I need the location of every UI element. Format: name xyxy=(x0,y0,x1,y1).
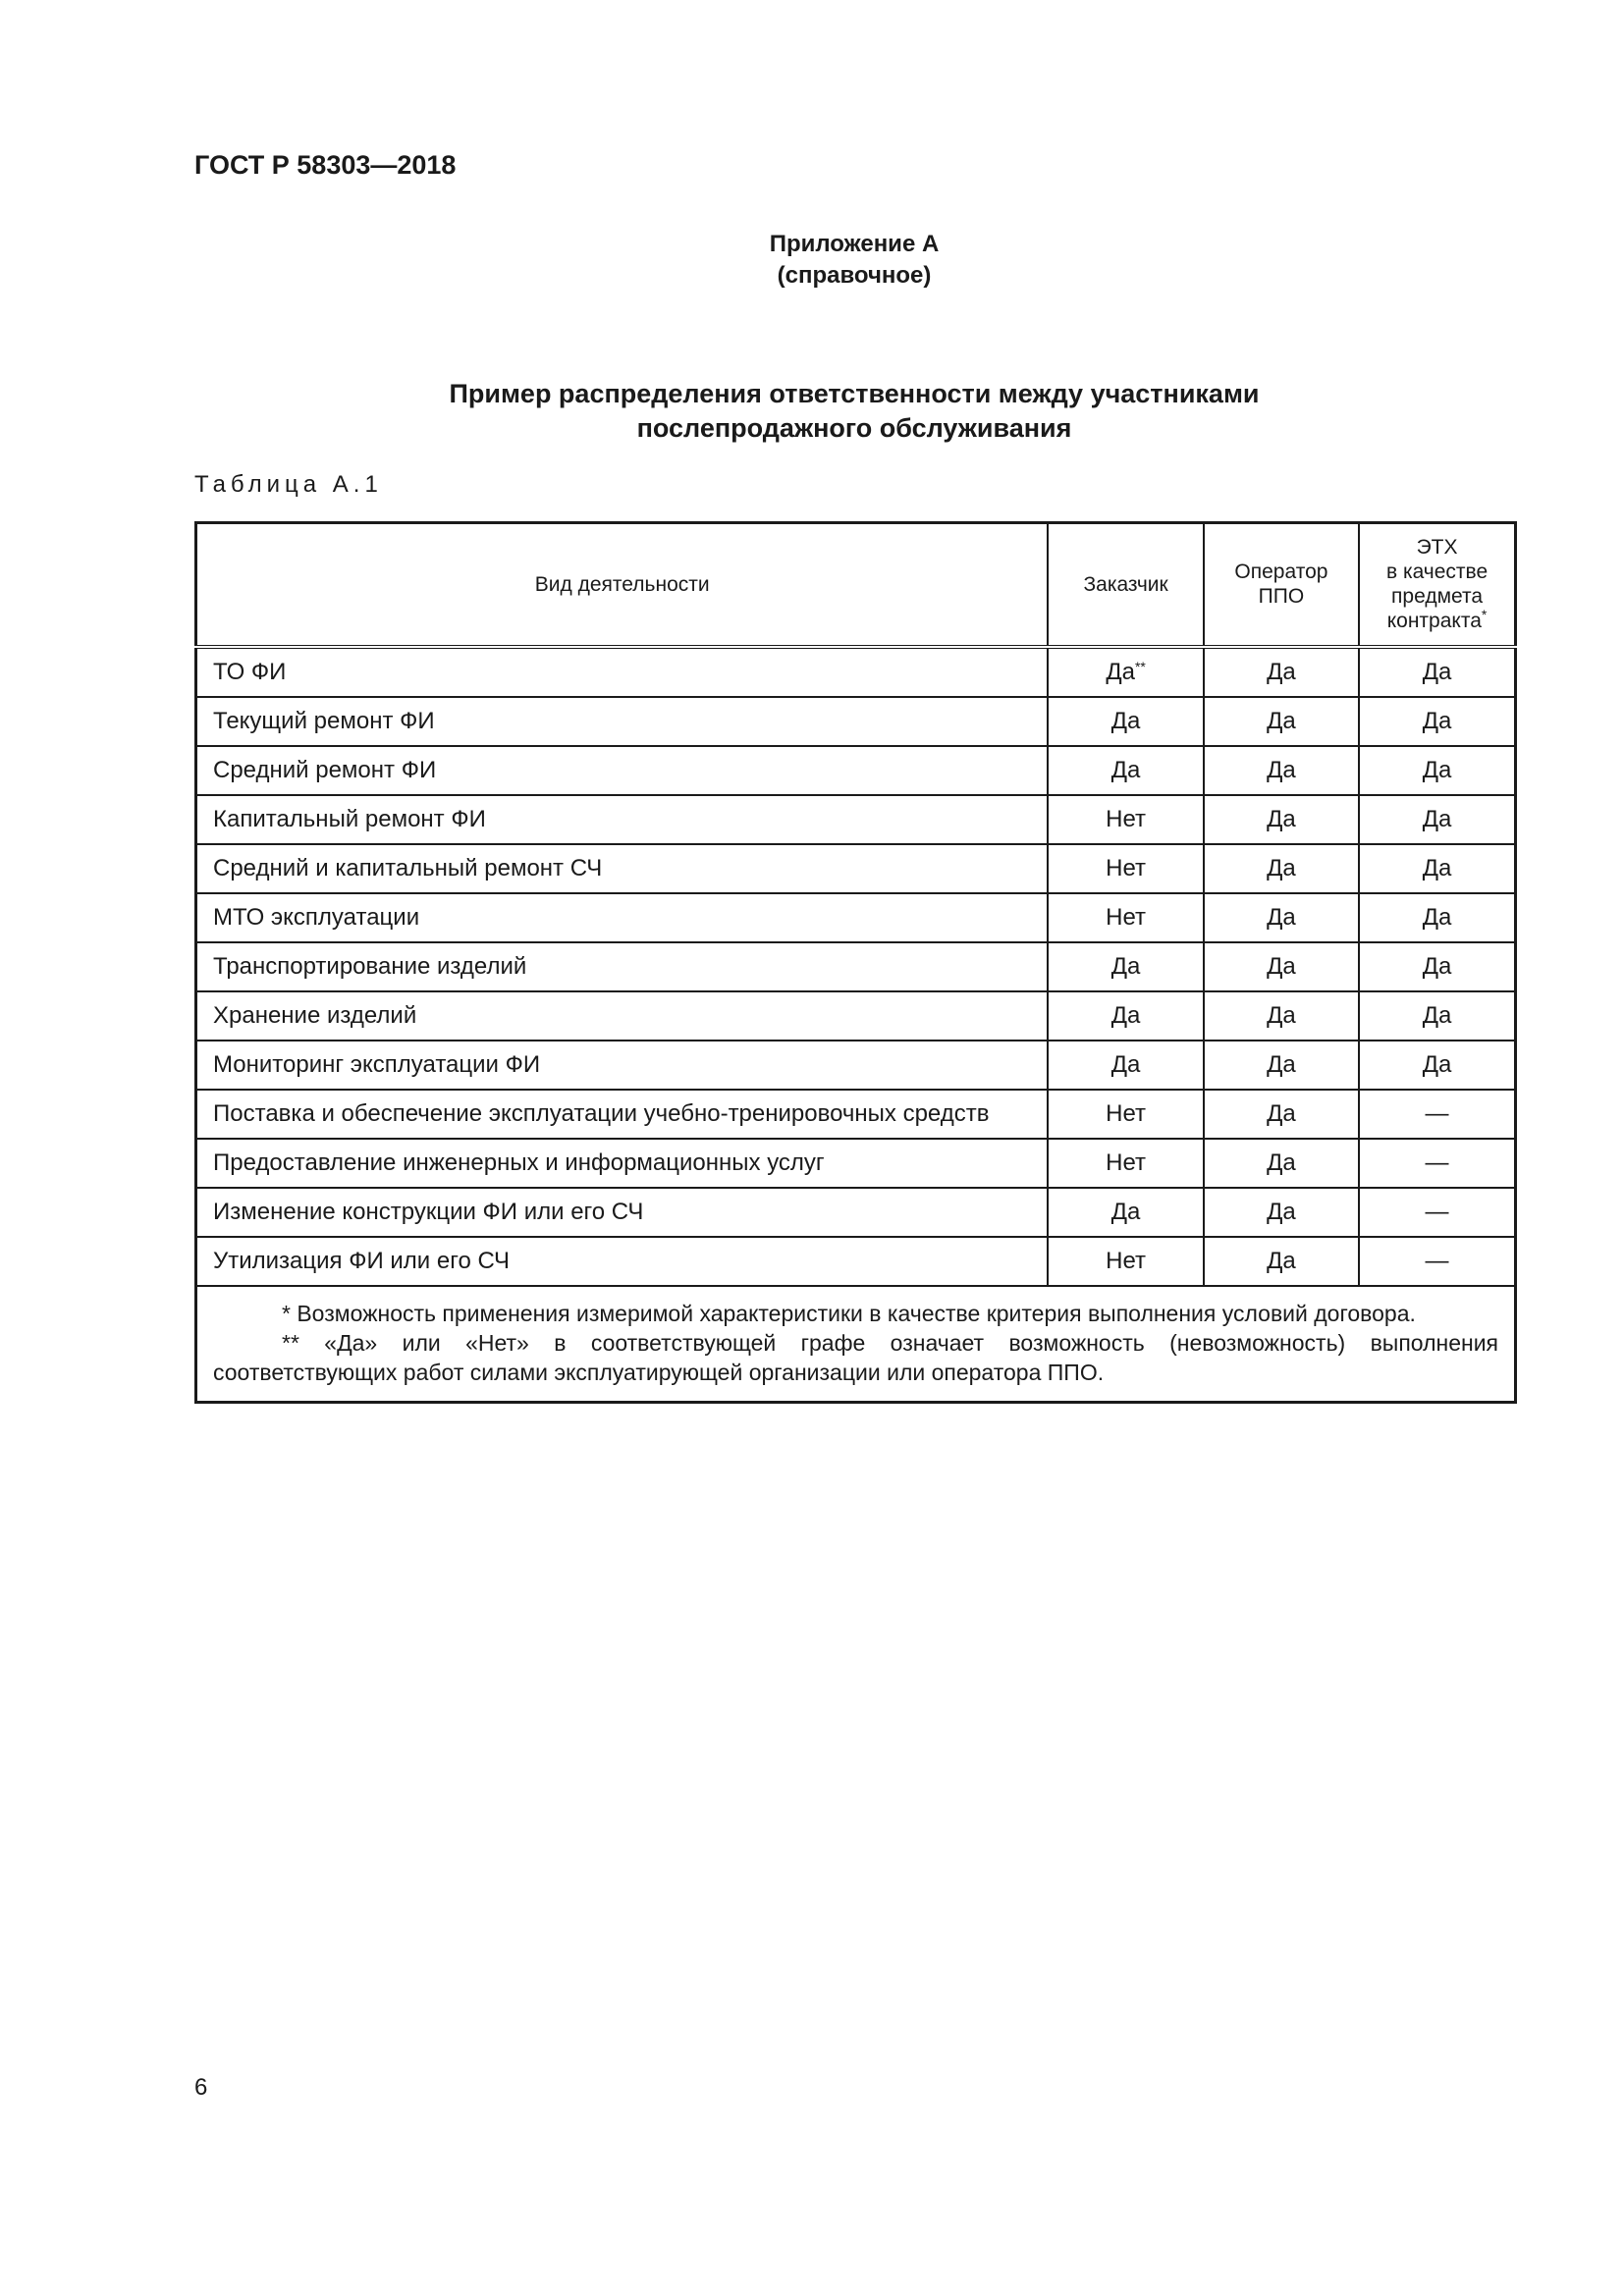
table-label: Таблица А.1 xyxy=(194,471,383,498)
cell-customer xyxy=(1048,1188,1203,1237)
cell-activity xyxy=(196,844,1049,893)
cell-customer-text: Нет xyxy=(1106,805,1147,832)
table-body xyxy=(196,647,1516,1286)
appendix-title: Приложение А xyxy=(769,231,940,257)
cell-activity xyxy=(196,697,1049,746)
cell-customer-text: Нет xyxy=(1106,903,1147,931)
header-etx-line-4 xyxy=(1360,609,1514,633)
responsibility-table xyxy=(194,521,1517,1404)
cell-operator xyxy=(1204,697,1359,746)
cell-activity xyxy=(196,893,1049,942)
cell-etx-text: Да xyxy=(1422,1050,1452,1078)
table-footnotes xyxy=(196,1286,1516,1403)
cell-activity-text: МТО эксплуатации xyxy=(213,903,420,931)
cell-customer-text: Да xyxy=(1110,952,1141,980)
cell-etx-text: — xyxy=(1425,1148,1449,1176)
cell-activity xyxy=(196,795,1049,844)
cell-customer-text: Да xyxy=(1110,756,1141,783)
table-row xyxy=(196,795,1516,844)
cell-activity xyxy=(196,991,1049,1041)
cell-etx xyxy=(1359,647,1515,697)
cell-customer-text: Нет xyxy=(1106,854,1147,881)
cell-etx-text: Да xyxy=(1422,707,1452,734)
cell-operator xyxy=(1204,991,1359,1041)
cell-operator xyxy=(1204,893,1359,942)
cell-etx-text: — xyxy=(1425,1247,1449,1274)
cell-activity-text: Поставка и обеспечение эксплуатации учебно-тренировочных средств xyxy=(213,1099,990,1127)
table-row xyxy=(196,697,1516,746)
cell-operator xyxy=(1204,942,1359,991)
appendix-type: (справочное) xyxy=(777,262,932,289)
page-number: 6 xyxy=(194,2074,208,2101)
header-operator-line-1: Оператор xyxy=(1234,561,1328,584)
footnote-mark: ** xyxy=(1134,658,1146,674)
section-title-line-2: послепродажного обслуживания xyxy=(636,413,1072,443)
cell-operator xyxy=(1204,795,1359,844)
cell-etx xyxy=(1359,1139,1515,1188)
cell-customer-text: Да xyxy=(1110,707,1141,734)
table-row xyxy=(196,1090,1516,1139)
cell-etx xyxy=(1359,844,1515,893)
header-activity: Вид деятельности xyxy=(196,523,1049,647)
table-row xyxy=(196,844,1516,893)
cell-etx xyxy=(1359,1090,1515,1139)
cell-customer-text: Нет xyxy=(1106,1247,1147,1274)
cell-operator xyxy=(1204,1188,1359,1237)
header-operator xyxy=(1204,523,1359,647)
cell-etx xyxy=(1359,1237,1515,1286)
cell-activity xyxy=(196,647,1049,697)
section-title xyxy=(0,377,1624,446)
cell-customer xyxy=(1048,1237,1203,1286)
cell-activity xyxy=(196,1188,1049,1237)
cell-operator-text: Да xyxy=(1267,1001,1296,1029)
cell-etx xyxy=(1359,746,1515,795)
table-row xyxy=(196,893,1516,942)
header-operator-line-2: ППО xyxy=(1258,585,1305,609)
cell-customer xyxy=(1048,844,1203,893)
table-row xyxy=(196,942,1516,991)
cell-customer-text: Да xyxy=(1110,1001,1141,1029)
cell-activity xyxy=(196,1041,1049,1090)
cell-etx-text: Да xyxy=(1422,903,1452,931)
footnote-2: ** «Да» или «Нет» в соответствующей графе означает возможность (невозможность) выполнения соответствующих работ силами эксплуатирующей организации или оператора ППО. xyxy=(213,1329,1498,1385)
cell-activity-text: Изменение конструкции ФИ или его СЧ xyxy=(213,1198,644,1225)
cell-activity-text: Предоставление инженерных и информационных услуг xyxy=(213,1148,825,1176)
cell-customer xyxy=(1048,746,1203,795)
cell-operator-text: Да xyxy=(1267,1099,1296,1127)
cell-customer xyxy=(1048,942,1203,991)
cell-etx-text: — xyxy=(1425,1198,1449,1225)
document-id: ГОСТ Р 58303—2018 xyxy=(194,150,457,180)
cell-activity-text: Хранение изделий xyxy=(213,1001,417,1029)
cell-customer-text: Нет xyxy=(1106,1148,1147,1176)
section-title-line-1: Пример распределения ответственности между участниками xyxy=(449,379,1260,408)
cell-operator-text: Да xyxy=(1267,707,1296,734)
header-etx xyxy=(1359,523,1515,647)
cell-etx-text: Да xyxy=(1422,1001,1452,1029)
cell-activity xyxy=(196,746,1049,795)
cell-activity xyxy=(196,1237,1049,1286)
cell-etx xyxy=(1359,893,1515,942)
cell-customer xyxy=(1048,697,1203,746)
cell-operator-text: Да xyxy=(1267,658,1296,685)
cell-etx-text: Да xyxy=(1422,805,1452,832)
cell-operator-text: Да xyxy=(1267,1050,1296,1078)
cell-activity xyxy=(196,942,1049,991)
cell-operator xyxy=(1204,746,1359,795)
cell-operator xyxy=(1204,1090,1359,1139)
cell-operator-text: Да xyxy=(1267,952,1296,980)
cell-activity-text: Мониторинг эксплуатации ФИ xyxy=(213,1050,541,1078)
header-customer: Заказчик xyxy=(1048,523,1203,647)
cell-activity-text: Текущий ремонт ФИ xyxy=(213,707,435,734)
cell-activity xyxy=(196,1139,1049,1188)
cell-etx xyxy=(1359,1188,1515,1237)
cell-operator-text: Да xyxy=(1267,1247,1296,1274)
cell-operator-text: Да xyxy=(1267,854,1296,881)
cell-customer xyxy=(1048,795,1203,844)
cell-activity-text: Утилизация ФИ или его СЧ xyxy=(213,1247,510,1274)
header-etx-line-3: предмета xyxy=(1391,585,1484,609)
table-row xyxy=(196,1041,1516,1090)
cell-etx xyxy=(1359,1041,1515,1090)
table-row xyxy=(196,647,1516,697)
appendix-heading xyxy=(0,229,1624,292)
cell-operator-text: Да xyxy=(1267,805,1296,832)
cell-operator-text: Да xyxy=(1267,1198,1296,1225)
cell-operator-text: Да xyxy=(1267,1148,1296,1176)
cell-activity-text: Капитальный ремонт ФИ xyxy=(213,805,486,832)
cell-etx xyxy=(1359,942,1515,991)
cell-operator xyxy=(1204,844,1359,893)
cell-operator xyxy=(1204,1139,1359,1188)
header-etx-line-1: ЭТХ xyxy=(1416,536,1458,560)
header-etx-line-2: в качестве xyxy=(1385,561,1489,584)
cell-activity-text: Транспортирование изделий xyxy=(213,952,527,980)
table-footnotes-row xyxy=(196,1286,1516,1403)
table-header-row xyxy=(196,523,1516,647)
cell-etx xyxy=(1359,991,1515,1041)
table-row xyxy=(196,991,1516,1041)
cell-operator-text: Да xyxy=(1267,756,1296,783)
footnote-1: * Возможность применения измеримой характеристики в качестве критерия выполнения условий договора. xyxy=(282,1300,1416,1326)
cell-operator-text: Да xyxy=(1267,903,1296,931)
cell-etx-text: Да xyxy=(1422,952,1452,980)
cell-customer-text: Нет xyxy=(1106,1099,1147,1127)
cell-etx-text: — xyxy=(1425,1099,1449,1127)
cell-customer-text: Да xyxy=(1110,1198,1141,1225)
cell-operator xyxy=(1204,1237,1359,1286)
table-row xyxy=(196,1139,1516,1188)
cell-etx-text: Да xyxy=(1422,854,1452,881)
cell-customer xyxy=(1048,991,1203,1041)
cell-customer xyxy=(1048,893,1203,942)
cell-customer xyxy=(1048,1041,1203,1090)
cell-activity-text: Средний ремонт ФИ xyxy=(213,756,437,783)
cell-etx xyxy=(1359,697,1515,746)
cell-activity-text: Средний и капитальный ремонт СЧ xyxy=(213,854,603,881)
table-row xyxy=(196,746,1516,795)
cell-etx xyxy=(1359,795,1515,844)
table-row xyxy=(196,1237,1516,1286)
cell-etx-text: Да xyxy=(1422,756,1452,783)
cell-etx-text: Да xyxy=(1422,658,1452,685)
cell-customer xyxy=(1048,1090,1203,1139)
header-etx-footnote-mark: * xyxy=(1481,607,1488,623)
cell-customer xyxy=(1048,647,1203,697)
table-row xyxy=(196,1188,1516,1237)
cell-activity xyxy=(196,1090,1049,1139)
cell-operator xyxy=(1204,1041,1359,1090)
header-etx-line-4-text: контракта xyxy=(1386,610,1482,633)
cell-customer-text: Да xyxy=(1110,1050,1141,1078)
cell-activity-text: ТО ФИ xyxy=(213,658,287,685)
cell-operator xyxy=(1204,647,1359,697)
cell-customer-text: Да xyxy=(1106,658,1135,685)
cell-customer xyxy=(1048,1139,1203,1188)
